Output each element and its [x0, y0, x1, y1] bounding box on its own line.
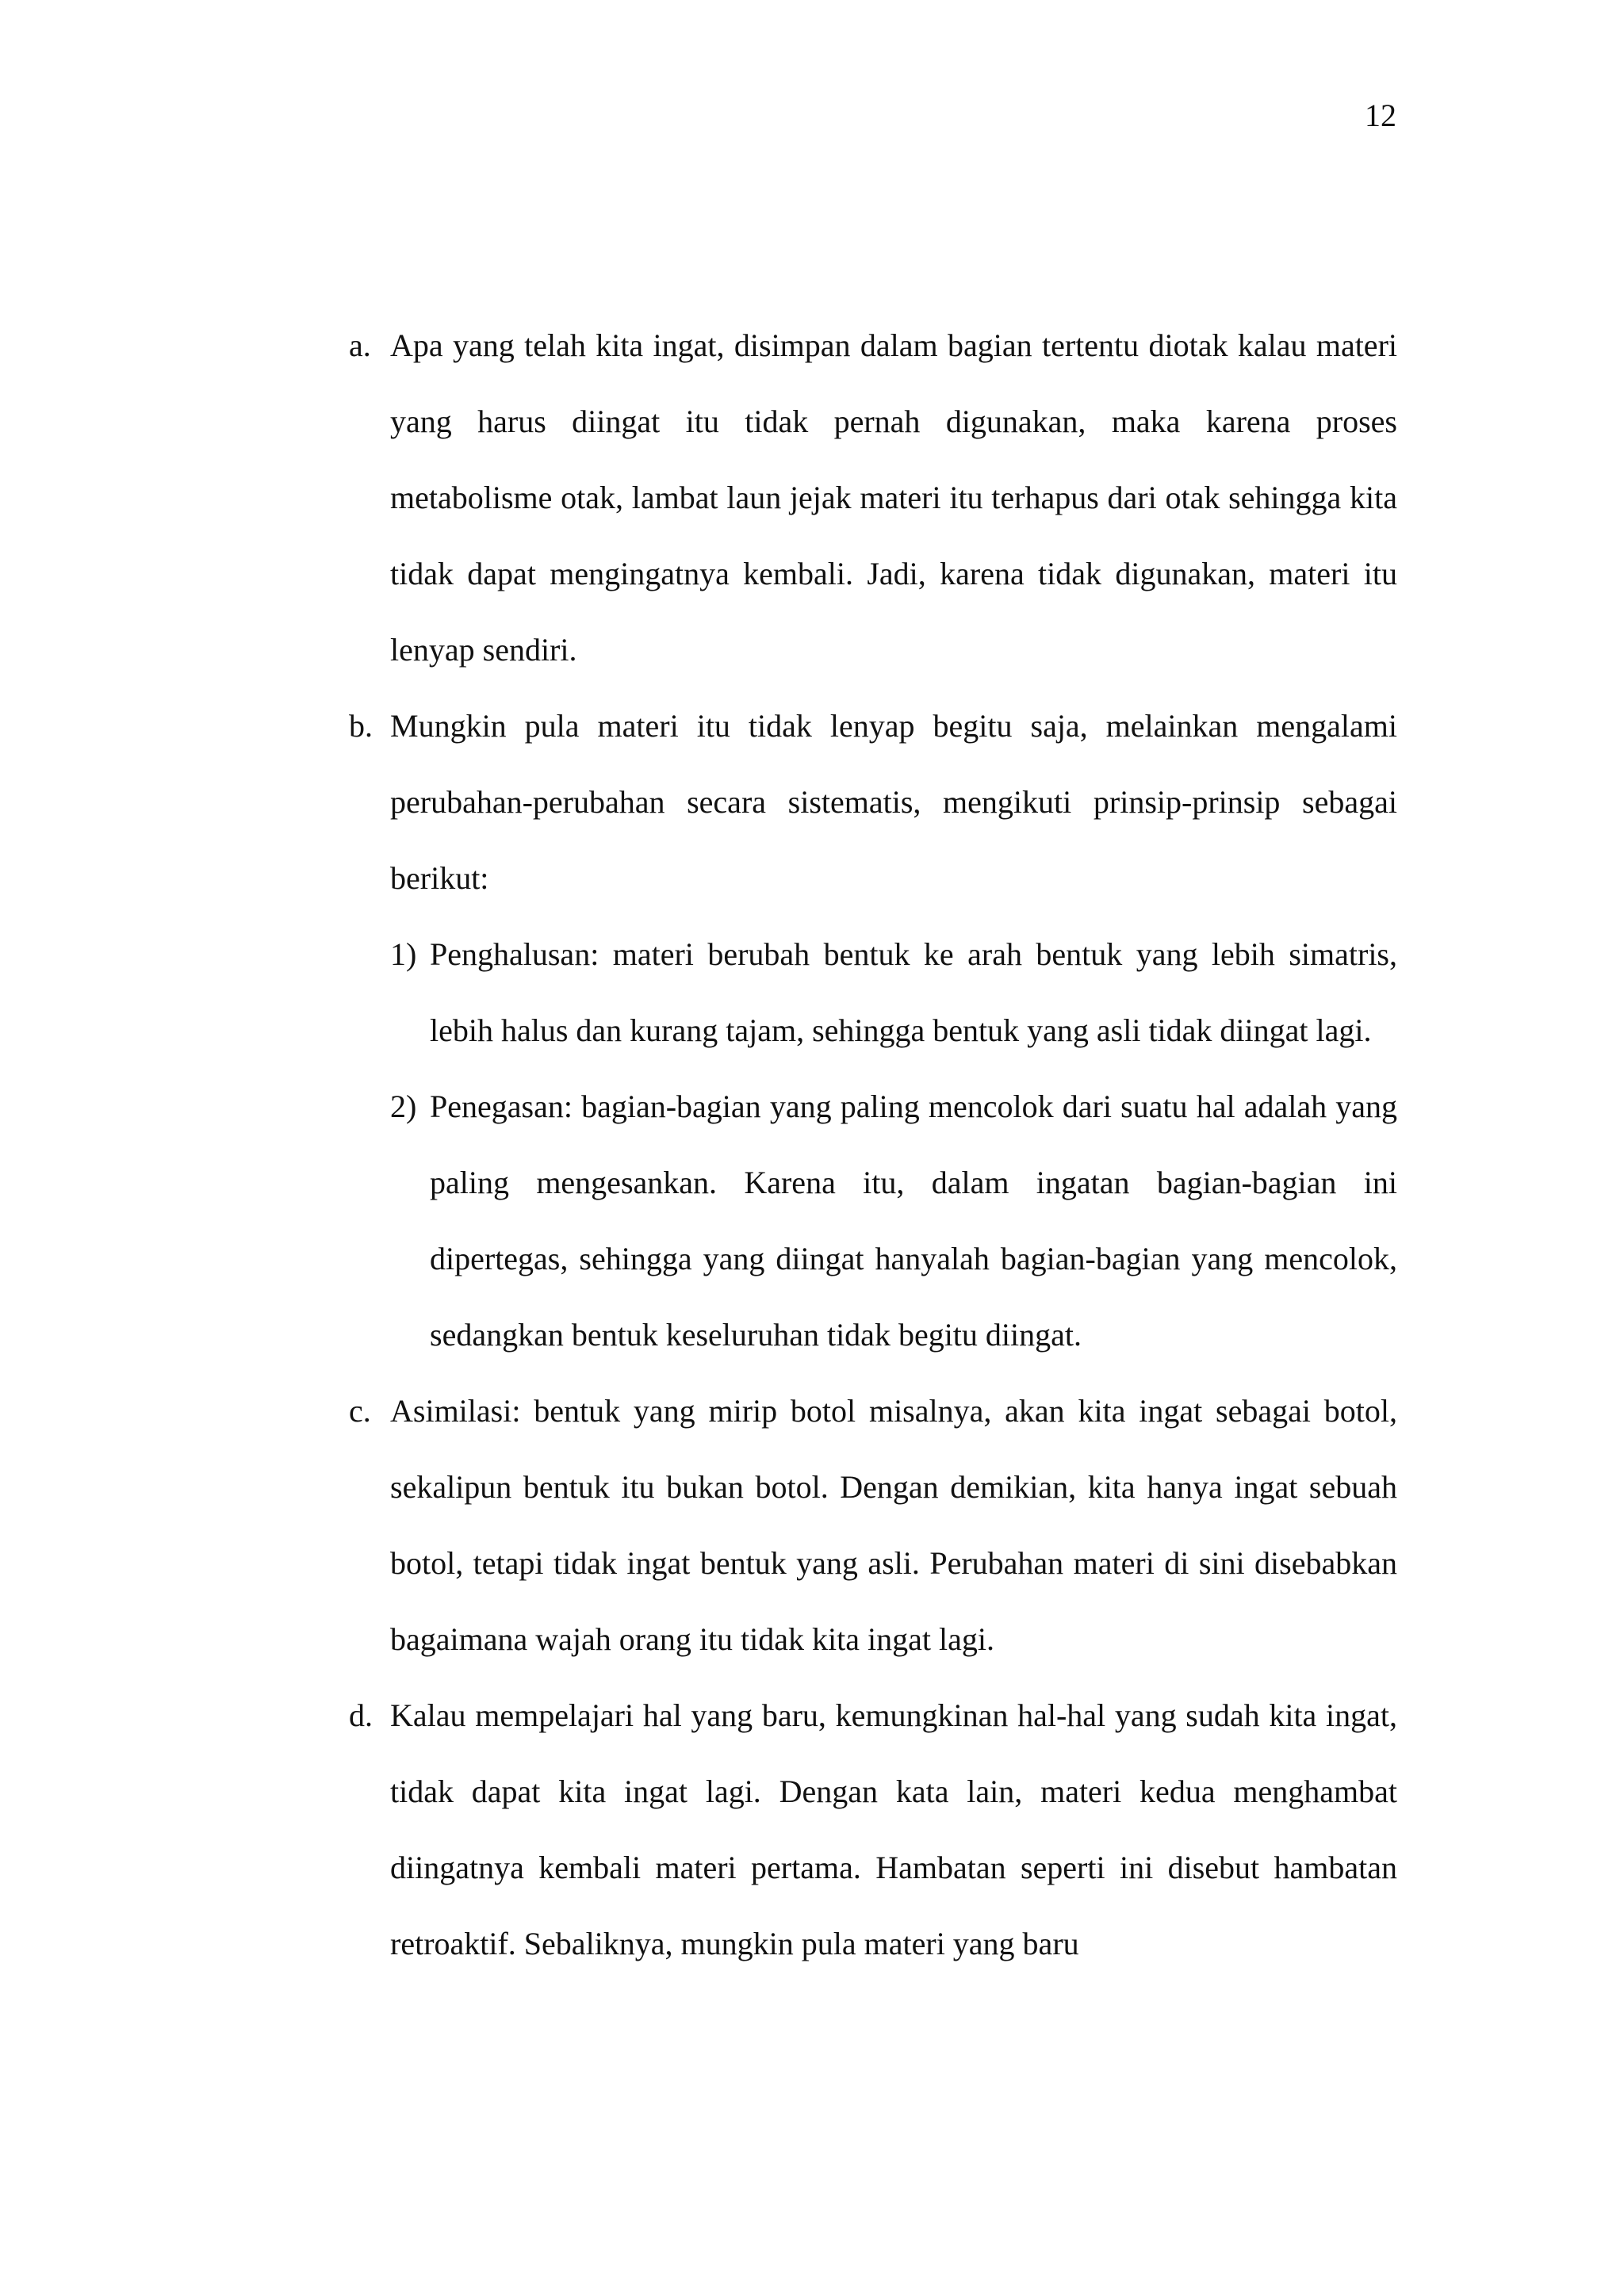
sublist-item-2: [390, 1069, 1397, 1373]
sublist-item-1: [390, 916, 1397, 1069]
list-item-c: [349, 1373, 1397, 1678]
list-text-b: Mungkin pula materi itu tidak lenyap begitu saja, melainkan mengalami perubahan-perubahan secara sistematis, mengikuti prinsip-prinsip sebagai berikut:: [390, 708, 1397, 896]
list-text-d: Kalau mempelajari hal yang baru, kemungkinan hal-hal yang sudah kita ingat, tidak dapat kita ingat lagi. Dengan kata lain, materi kedua menghambat diingatnya kembali materi pertama. Hambatan seperti ini disebut hambatan retroaktif. Sebaliknya, mungkin pula materi yang baru: [390, 1697, 1397, 1961]
page-number: 12: [1365, 98, 1396, 133]
list-text-a: Apa yang telah kita ingat, disimpan dalam bagian tertentu diotak kalau materi yang harus diingat itu tidak pernah digunakan, maka karena proses metabolisme otak, lambat laun jejak materi itu terhapus dari otak sehingga kita tidak dapat mengingatnya kembali. Jadi, karena tidak digunakan, materi itu lenyap sendiri.: [390, 327, 1397, 668]
list-item-b: [349, 688, 1397, 916]
sublist-marker-2: 2): [390, 1089, 417, 1124]
list-text-c: Asimilasi: bentuk yang mirip botol misalnya, akan kita ingat sebagai botol, sekalipun bentuk itu bukan botol. Dengan demikian, kita hanya ingat sebuah botol, tetapi tidak ingat bentuk yang asli. Perubahan materi di sini disebabkan bagaimana wajah orang itu tidak kita ingat lagi.: [390, 1393, 1397, 1657]
list-item-a: [349, 308, 1397, 688]
list-marker-a: a.: [349, 327, 371, 363]
list-marker-c: c.: [349, 1393, 371, 1429]
sublist-text-2: Penegasan: bagian-bagian yang paling mencolok dari suatu hal adalah yang paling mengesankan. Karena itu, dalam ingatan bagian-bagian ini dipertegas, sehingga yang diingat hanyalah bagian-bagian yang mencolok, sedangkan bentuk keseluruhan tidak begitu diingat.: [430, 1089, 1397, 1353]
sublist-marker-1: 1): [390, 936, 417, 972]
list-item-d: [349, 1678, 1397, 1982]
body-content: [349, 308, 1397, 1982]
sublist-text-1: Penghalusan: materi berubah bentuk ke arah bentuk yang lebih simatris, lebih halus dan kurang tajam, sehingga bentuk yang asli tidak diingat lagi.: [430, 936, 1397, 1048]
list-marker-b: b.: [349, 708, 373, 744]
list-marker-d: d.: [349, 1697, 373, 1733]
